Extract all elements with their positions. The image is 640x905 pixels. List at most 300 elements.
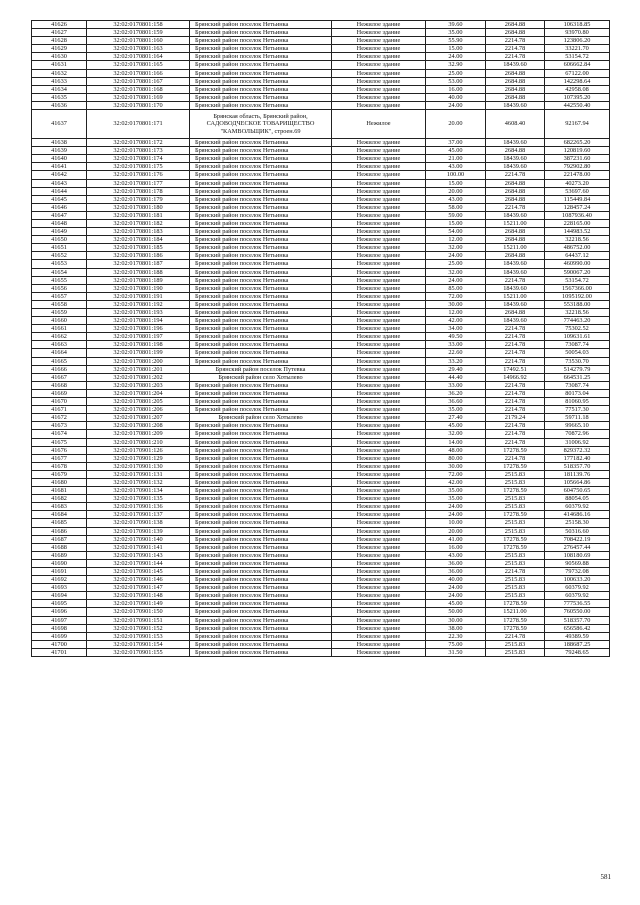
object-type-cell: Нежилое здание: [332, 527, 426, 535]
cadastral-value-cell: 70872.96: [545, 430, 610, 438]
cadastral-number-cell: 32:02:0170801:197: [87, 333, 190, 341]
specific-value-cell: 2214.78: [486, 430, 545, 438]
object-type-cell: Нежилое здание: [332, 519, 426, 527]
object-type-cell: Нежилое: [332, 110, 426, 139]
object-type-cell: Нежилое здание: [332, 632, 426, 640]
area-cell: 32.00: [426, 244, 486, 252]
object-type-cell: Нежилое здание: [332, 406, 426, 414]
area-cell: 24.00: [426, 101, 486, 109]
row-number-cell: 41663: [32, 341, 87, 349]
row-number-cell: 41637: [32, 110, 87, 139]
row-number-cell: 41692: [32, 576, 87, 584]
address-cell: Брянский район поселок Нетьинка: [190, 244, 332, 252]
cadastral-number-cell: 32:02:0170801:194: [87, 317, 190, 325]
area-cell: 43.00: [426, 195, 486, 203]
specific-value-cell: 2214.78: [486, 333, 545, 341]
cadastral-value-cell: 414686.16: [545, 511, 610, 519]
cadastral-number-cell: 32:02:0170801:163: [87, 45, 190, 53]
specific-value-cell: 2684.88: [486, 309, 545, 317]
specific-value-cell: 2214.78: [486, 406, 545, 414]
row-number-cell: 41651: [32, 244, 87, 252]
cadastral-number-cell: 32:02:0170901:138: [87, 519, 190, 527]
address-cell: Брянский район поселок Нетьинка: [190, 147, 332, 155]
row-number-cell: 41658: [32, 300, 87, 308]
cadastral-number-cell: 32:02:0170801:170: [87, 101, 190, 109]
table-row: [32, 179, 610, 187]
cadastral-number-cell: 32:02:0170801:171: [87, 110, 190, 139]
address-cell: Брянский район поселок Нетьинка: [190, 503, 332, 511]
area-cell: 25.00: [426, 69, 486, 77]
table-row: [32, 503, 610, 511]
specific-value-cell: 18439.60: [486, 61, 545, 69]
row-number-cell: 41645: [32, 195, 87, 203]
object-type-cell: Нежилое здание: [332, 163, 426, 171]
table-row: [32, 21, 610, 29]
table-row: [32, 373, 610, 381]
table-row: [32, 139, 610, 147]
address-cell: Брянский район поселок Нетьинка: [190, 600, 332, 608]
object-type-cell: Нежилое здание: [332, 69, 426, 77]
object-type-cell: Нежилое здание: [332, 608, 426, 616]
area-cell: 16.00: [426, 543, 486, 551]
address-cell: Брянская область, Брянский район, САДОВОДЧЕСКОЕ ТОВАРИЩЕСТВО "КАМВОЛЬЩИК", строен.69: [190, 110, 332, 139]
cadastral-number-cell: 32:02:0170901:148: [87, 592, 190, 600]
object-type-cell: Нежилое здание: [332, 276, 426, 284]
address-cell: Брянский район поселок Нетьинка: [190, 454, 332, 462]
cadastral-number-cell: 32:02:0170801:208: [87, 422, 190, 430]
address-cell: Брянский район поселок Нетьинка: [190, 155, 332, 163]
specific-value-cell: 2214.78: [486, 203, 545, 211]
cadastral-number-cell: 32:02:0170801:179: [87, 195, 190, 203]
cadastral-value-cell: 25158.30: [545, 519, 610, 527]
address-cell: Брянский район поселок Нетьинка: [190, 203, 332, 211]
area-cell: 49.50: [426, 333, 486, 341]
row-number-cell: 41641: [32, 163, 87, 171]
object-type-cell: Нежилое здание: [332, 203, 426, 211]
table-row: [32, 430, 610, 438]
address-cell: Брянский район поселок Нетьинка: [190, 284, 332, 292]
table-row: [32, 309, 610, 317]
area-cell: 55.90: [426, 37, 486, 45]
cadastral-number-cell: 32:02:0170901:134: [87, 487, 190, 495]
object-type-cell: Нежилое здание: [332, 236, 426, 244]
object-type-cell: Нежилое здание: [332, 462, 426, 470]
table-row: [32, 648, 610, 656]
specific-value-cell: 17278.59: [486, 600, 545, 608]
row-number-cell: 41678: [32, 462, 87, 470]
cadastral-value-cell: 53154.72: [545, 53, 610, 61]
specific-value-cell: 2214.78: [486, 171, 545, 179]
address-cell: Брянский район поселок Нетьинка: [190, 187, 332, 195]
area-cell: 24.00: [426, 592, 486, 600]
object-type-cell: Нежилое здание: [332, 584, 426, 592]
table-row: [32, 592, 610, 600]
row-number-cell: 41690: [32, 559, 87, 567]
cadastral-number-cell: 32:02:0170801:174: [87, 155, 190, 163]
cadastral-number-cell: 32:02:0170801:207: [87, 414, 190, 422]
table-row: [32, 454, 610, 462]
cadastral-number-cell: 32:02:0170801:206: [87, 406, 190, 414]
table-row: [32, 438, 610, 446]
cadastral-value-cell: 123806.20: [545, 37, 610, 45]
cadastral-number-cell: 32:02:0170801:183: [87, 228, 190, 236]
table-row: [32, 147, 610, 155]
table-row: [32, 568, 610, 576]
specific-value-cell: 2214.78: [486, 349, 545, 357]
row-number-cell: 41664: [32, 349, 87, 357]
object-type-cell: Нежилое здание: [332, 373, 426, 381]
specific-value-cell: 2515.83: [486, 519, 545, 527]
table-row: [32, 211, 610, 219]
address-cell: Брянский район поселок Нетьинка: [190, 45, 332, 53]
row-number-cell: 41662: [32, 333, 87, 341]
cadastral-value-cell: 115449.84: [545, 195, 610, 203]
row-number-cell: 41654: [32, 268, 87, 276]
table-row: [32, 357, 610, 365]
cadastral-number-cell: 32:02:0170801:172: [87, 139, 190, 147]
specific-value-cell: 18439.60: [486, 139, 545, 147]
object-type-cell: Нежилое здание: [332, 568, 426, 576]
table-row: [32, 398, 610, 406]
cadastral-number-cell: 32:02:0170901:140: [87, 535, 190, 543]
cadastral-value-cell: 1567366.00: [545, 284, 610, 292]
cadastral-number-cell: 32:02:0170801:196: [87, 325, 190, 333]
specific-value-cell: 18439.60: [486, 317, 545, 325]
table-row: [32, 29, 610, 37]
object-type-cell: Нежилое здание: [332, 357, 426, 365]
cadastral-value-cell: 108180.69: [545, 551, 610, 559]
cadastral-number-cell: 32:02:0170801:203: [87, 381, 190, 389]
specific-value-cell: 2515.83: [486, 592, 545, 600]
table-row: [32, 487, 610, 495]
row-number-cell: 41640: [32, 155, 87, 163]
specific-value-cell: 2214.78: [486, 568, 545, 576]
address-cell: Брянский район поселок Нетьинка: [190, 446, 332, 454]
row-number-cell: 41646: [32, 203, 87, 211]
specific-value-cell: 2515.83: [486, 527, 545, 535]
cadastral-value-cell: 31006.92: [545, 438, 610, 446]
row-number-cell: 41648: [32, 219, 87, 227]
specific-value-cell: 17278.59: [486, 543, 545, 551]
address-cell: Брянский район поселок Нетьинка: [190, 236, 332, 244]
area-cell: 36.60: [426, 398, 486, 406]
table-row: [32, 260, 610, 268]
cadastral-number-cell: 32:02:0170801:182: [87, 219, 190, 227]
area-cell: 12.00: [426, 309, 486, 317]
cadastral-number-cell: 32:02:0170801:181: [87, 211, 190, 219]
cadastral-number-cell: 32:02:0170801:178: [87, 187, 190, 195]
object-type-cell: Нежилое здание: [332, 438, 426, 446]
cadastral-value-cell: 128457.24: [545, 203, 610, 211]
address-cell: Брянский район поселок Нетьинка: [190, 252, 332, 260]
area-cell: 100.00: [426, 171, 486, 179]
cadastral-number-cell: 32:02:0170901:143: [87, 551, 190, 559]
table-row: [32, 632, 610, 640]
cadastral-number-cell: 32:02:0170801:184: [87, 236, 190, 244]
area-cell: 35.00: [426, 29, 486, 37]
area-cell: 20.00: [426, 527, 486, 535]
object-type-cell: Нежилое здание: [332, 77, 426, 85]
table-row: [32, 77, 610, 85]
table-row: [32, 389, 610, 397]
address-cell: Брянский район поселок Нетьинка: [190, 640, 332, 648]
cadastral-value-table-page: [31, 20, 609, 657]
address-cell: Брянский район поселок Нетьинка: [190, 462, 332, 470]
specific-value-cell: 18439.60: [486, 260, 545, 268]
table-row: [32, 37, 610, 45]
cadastral-number-cell: 32:02:0170901:144: [87, 559, 190, 567]
area-cell: 45.00: [426, 422, 486, 430]
row-number-cell: 41642: [32, 171, 87, 179]
cadastral-value-cell: 228165.00: [545, 219, 610, 227]
table-body: [32, 21, 610, 657]
address-cell: Брянский район поселок Нетьинка: [190, 341, 332, 349]
row-number-cell: 41683: [32, 503, 87, 511]
row-number-cell: 41684: [32, 511, 87, 519]
object-type-cell: Нежилое здание: [332, 219, 426, 227]
object-type-cell: Нежилое здание: [332, 252, 426, 260]
row-number-cell: 41638: [32, 139, 87, 147]
specific-value-cell: 2515.83: [486, 478, 545, 486]
table-row: [32, 406, 610, 414]
object-type-cell: Нежилое здание: [332, 592, 426, 600]
area-cell: 30.00: [426, 462, 486, 470]
object-type-cell: Нежилое здание: [332, 195, 426, 203]
row-number-cell: 41698: [32, 624, 87, 632]
table-row: [32, 381, 610, 389]
table-row: [32, 325, 610, 333]
row-number-cell: 41680: [32, 478, 87, 486]
area-cell: 33.00: [426, 341, 486, 349]
area-cell: 37.00: [426, 139, 486, 147]
cadastral-value-cell: 80173.04: [545, 389, 610, 397]
address-cell: Брянский район поселок Нетьинка: [190, 430, 332, 438]
specific-value-cell: 14966.92: [486, 373, 545, 381]
cadastral-value-cell: 708422.19: [545, 535, 610, 543]
cadastral-value-cell: 829372.32: [545, 446, 610, 454]
object-type-cell: Нежилое здание: [332, 430, 426, 438]
area-cell: 50.00: [426, 608, 486, 616]
area-cell: 25.00: [426, 260, 486, 268]
address-cell: Брянский район поселок Нетьинка: [190, 260, 332, 268]
address-cell: Брянский район поселок Нетьинка: [190, 211, 332, 219]
row-number-cell: 41696: [32, 608, 87, 616]
cadastral-number-cell: 32:02:0170901:141: [87, 543, 190, 551]
object-type-cell: Нежилое здание: [332, 414, 426, 422]
specific-value-cell: 2684.88: [486, 228, 545, 236]
cadastral-value-cell: 774463.20: [545, 317, 610, 325]
object-type-cell: Нежилое здание: [332, 29, 426, 37]
specific-value-cell: 17278.59: [486, 462, 545, 470]
table-row: [32, 85, 610, 93]
cadastral-value-cell: 32218.56: [545, 236, 610, 244]
area-cell: 33.20: [426, 357, 486, 365]
cadastral-number-cell: 32:02:0170801:173: [87, 147, 190, 155]
cadastral-value-cell: 90569.88: [545, 559, 610, 567]
cadastral-number-cell: 32:02:0170901:135: [87, 495, 190, 503]
cadastral-number-cell: 32:02:0170901:132: [87, 478, 190, 486]
table-row: [32, 284, 610, 292]
specific-value-cell: 2214.78: [486, 398, 545, 406]
address-cell: Брянский район поселок Нетьинка: [190, 478, 332, 486]
address-cell: Брянский район поселок Нетьинка: [190, 69, 332, 77]
object-type-cell: Нежилое здание: [332, 325, 426, 333]
address-cell: Брянский район поселок Нетьинка: [190, 325, 332, 333]
row-number-cell: 41657: [32, 292, 87, 300]
address-cell: Брянский район поселок Нетьинка: [190, 21, 332, 29]
cadastral-value-cell: 106318.85: [545, 21, 610, 29]
cadastral-number-cell: 32:02:0170801:189: [87, 276, 190, 284]
area-cell: 32.90: [426, 61, 486, 69]
address-cell: Брянский район поселок Нетьинка: [190, 551, 332, 559]
address-cell: Брянский район поселок Нетьинка: [190, 309, 332, 317]
address-cell: Брянский район поселок Нетьинка: [190, 616, 332, 624]
area-cell: 10.00: [426, 519, 486, 527]
area-cell: 40.00: [426, 576, 486, 584]
specific-value-cell: 2684.88: [486, 85, 545, 93]
object-type-cell: Нежилое здание: [332, 454, 426, 462]
cadastral-number-cell: 32:02:0170801:177: [87, 179, 190, 187]
object-type-cell: Нежилое здание: [332, 187, 426, 195]
cadastral-value-cell: 604750.65: [545, 487, 610, 495]
address-cell: Брянский район поселок Нетьинка: [190, 357, 332, 365]
table-row: [32, 53, 610, 61]
address-cell: Брянский район село Хотылево: [190, 414, 332, 422]
object-type-cell: Нежилое здание: [332, 155, 426, 163]
address-cell: Брянский район поселок Нетьинка: [190, 219, 332, 227]
address-cell: Брянский район поселок Нетьинка: [190, 349, 332, 357]
table-row: [32, 276, 610, 284]
address-cell: Брянский район поселок Нетьинка: [190, 470, 332, 478]
address-cell: Брянский район поселок Нетьинка: [190, 179, 332, 187]
address-cell: Брянский район поселок Нетьинка: [190, 648, 332, 656]
specific-value-cell: 17278.59: [486, 624, 545, 632]
cadastral-number-cell: 32:02:0170901:139: [87, 527, 190, 535]
cadastral-value-cell: 387231.60: [545, 155, 610, 163]
object-type-cell: Нежилое здание: [332, 616, 426, 624]
object-type-cell: Нежилое здание: [332, 53, 426, 61]
cadastral-value-cell: 99665.10: [545, 422, 610, 430]
cadastral-value-cell: 105664.86: [545, 478, 610, 486]
address-cell: Брянский район поселок Нетьинка: [190, 608, 332, 616]
area-cell: 75.00: [426, 640, 486, 648]
row-number-cell: 41643: [32, 179, 87, 187]
cadastral-value-cell: 60379.92: [545, 592, 610, 600]
specific-value-cell: 4608.40: [486, 110, 545, 139]
specific-value-cell: 2214.78: [486, 422, 545, 430]
area-cell: 20.00: [426, 187, 486, 195]
object-type-cell: Нежилое здание: [332, 228, 426, 236]
specific-value-cell: 2684.88: [486, 21, 545, 29]
area-cell: 24.00: [426, 252, 486, 260]
cadastral-number-cell: 32:02:0170801:193: [87, 309, 190, 317]
specific-value-cell: 2684.88: [486, 195, 545, 203]
address-cell: Брянский район поселок Нетьинка: [190, 576, 332, 584]
cadastral-number-cell: 32:02:0170901:136: [87, 503, 190, 511]
object-type-cell: Нежилое здание: [332, 511, 426, 519]
specific-value-cell: 2515.83: [486, 584, 545, 592]
object-type-cell: Нежилое здание: [332, 61, 426, 69]
address-cell: Брянский район поселок Нетьинка: [190, 519, 332, 527]
row-number-cell: 41682: [32, 495, 87, 503]
object-type-cell: Нежилое здание: [332, 147, 426, 155]
area-cell: 24.00: [426, 503, 486, 511]
specific-value-cell: 17278.59: [486, 616, 545, 624]
object-type-cell: Нежилое здание: [332, 101, 426, 109]
table-row: [32, 110, 610, 139]
table-row: [32, 608, 610, 616]
cadastral-value-cell: 590067.20: [545, 268, 610, 276]
cadastral-number-cell: 32:02:0170901:151: [87, 616, 190, 624]
cadastral-value-cell: 656586.42: [545, 624, 610, 632]
specific-value-cell: 2214.78: [486, 454, 545, 462]
row-number-cell: 41679: [32, 470, 87, 478]
cadastral-value-cell: 460990.00: [545, 260, 610, 268]
address-cell: Брянский район поселок Нетьинка: [190, 163, 332, 171]
row-number-cell: 41697: [32, 616, 87, 624]
table-row: [32, 155, 610, 163]
cadastral-value-cell: 144983.52: [545, 228, 610, 236]
cadastral-value-cell: 92167.94: [545, 110, 610, 139]
row-number-cell: 41635: [32, 93, 87, 101]
table-row: [32, 171, 610, 179]
cadastral-number-cell: 32:02:0170901:150: [87, 608, 190, 616]
object-type-cell: Нежилое здание: [332, 260, 426, 268]
row-number-cell: 41670: [32, 398, 87, 406]
table-row: [32, 93, 610, 101]
area-cell: 72.00: [426, 292, 486, 300]
area-cell: 85.00: [426, 284, 486, 292]
area-cell: 15.00: [426, 219, 486, 227]
cadastral-number-cell: 32:02:0170801:175: [87, 163, 190, 171]
row-number-cell: 41630: [32, 53, 87, 61]
specific-value-cell: 2214.78: [486, 357, 545, 365]
row-number-cell: 41693: [32, 584, 87, 592]
address-cell: Брянский район поселок Нетьинка: [190, 487, 332, 495]
specific-value-cell: 2214.78: [486, 381, 545, 389]
area-cell: 33.00: [426, 381, 486, 389]
row-number-cell: 41636: [32, 101, 87, 109]
table-row: [32, 600, 610, 608]
table-row: [32, 317, 610, 325]
object-type-cell: Нежилое здание: [332, 365, 426, 373]
specific-value-cell: 18439.60: [486, 101, 545, 109]
address-cell: Брянский район поселок Нетьинка: [190, 624, 332, 632]
cadastral-number-cell: 32:02:0170801:160: [87, 37, 190, 45]
row-number-cell: 41674: [32, 430, 87, 438]
cadastral-value-cell: 50054.03: [545, 349, 610, 357]
table-row: [32, 219, 610, 227]
cadastral-value-cell: 486752.00: [545, 244, 610, 252]
row-number-cell: 41655: [32, 276, 87, 284]
specific-value-cell: 2515.83: [486, 559, 545, 567]
cadastral-number-cell: 32:02:0170801:185: [87, 244, 190, 252]
address-cell: Брянский район поселок Нетьинка: [190, 300, 332, 308]
area-cell: 35.00: [426, 487, 486, 495]
specific-value-cell: 2684.88: [486, 69, 545, 77]
address-cell: Брянский район село Хотылево: [190, 373, 332, 381]
object-type-cell: Нежилое здание: [332, 37, 426, 45]
object-type-cell: Нежилое здание: [332, 543, 426, 551]
cadastral-number-cell: 32:02:0170801:158: [87, 21, 190, 29]
area-cell: 80.00: [426, 454, 486, 462]
cadastral-number-cell: 32:02:0170801:186: [87, 252, 190, 260]
address-cell: Брянский район поселок Нетьинка: [190, 93, 332, 101]
object-type-cell: Нежилое здание: [332, 640, 426, 648]
row-number-cell: 41701: [32, 648, 87, 656]
address-cell: Брянский район поселок Нетьинка: [190, 398, 332, 406]
cadastral-value-cell: 53154.72: [545, 276, 610, 284]
